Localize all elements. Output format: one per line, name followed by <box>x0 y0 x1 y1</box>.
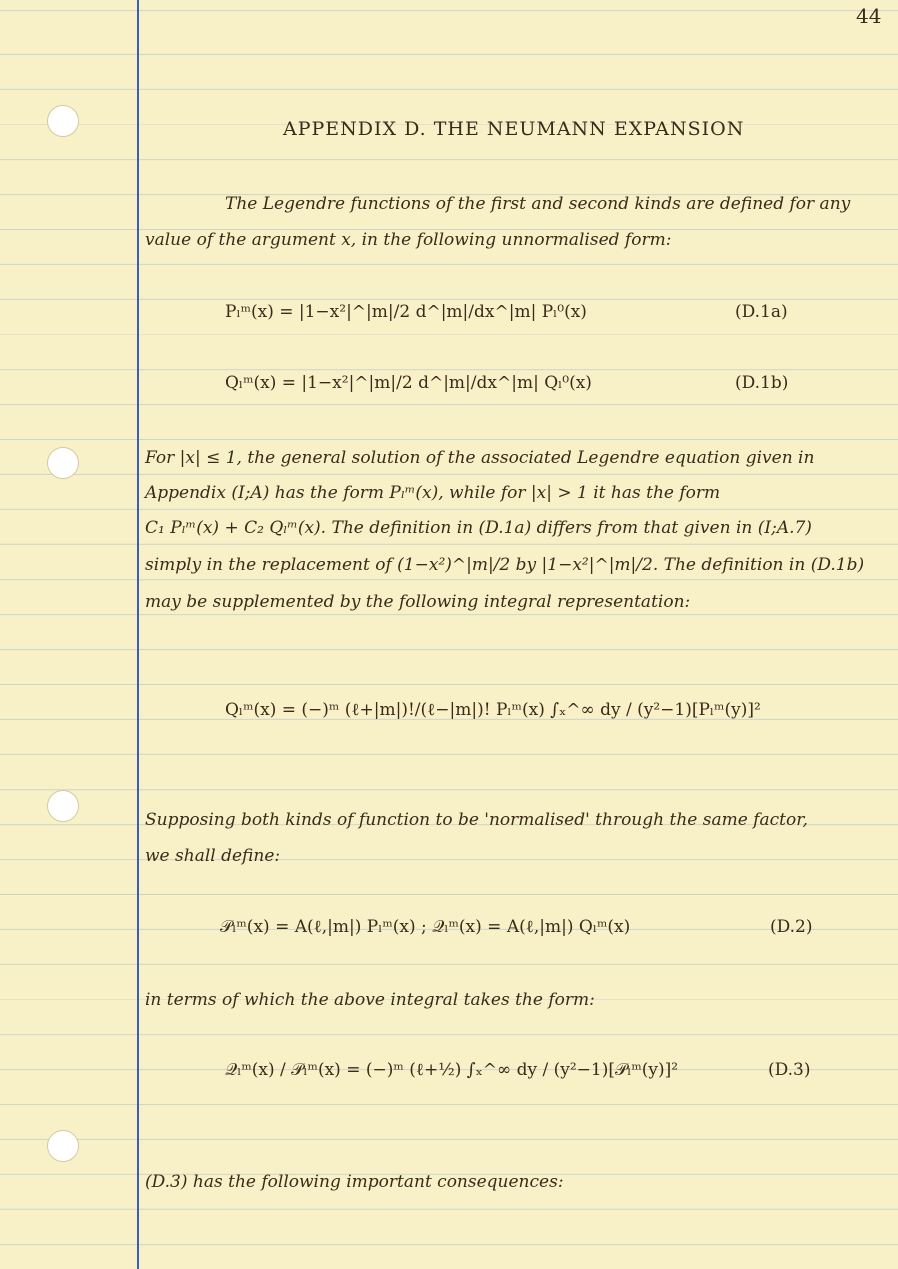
equation-label-d1b: (D.1b) <box>735 373 789 393</box>
para2-line5: may be supplemented by the following integral representation: <box>145 592 691 612</box>
para2-line3: C₁ Pₗᵐ(x) + C₂ Qₗᵐ(x). The definition in (D.1a) differs from that given in (I;A.7) <box>145 518 812 538</box>
page-number: 44 <box>856 4 882 28</box>
equation-label-d3: (D.3) <box>768 1060 811 1080</box>
equation-label-d1a: (D.1a) <box>735 302 788 322</box>
equation-label-d2: (D.2) <box>770 917 813 937</box>
equation-d1b: Qₗᵐ(x) = |1−x²|^|m|/2 d^|m|/dx^|m| Qₗ⁰(x) <box>225 373 592 393</box>
equation-d3: 𝒬ₗᵐ(x) / 𝒫ₗᵐ(x) = (−)ᵐ (ℓ+½) ∫ₓ^∞ dy / (y²−1)[𝒫ₗᵐ(y)]² <box>225 1060 679 1080</box>
page-title: APPENDIX D. THE NEUMANN EXPANSION <box>283 118 745 140</box>
punch-hole <box>47 790 79 822</box>
para3-line2: we shall define: <box>145 846 281 866</box>
equation-d2: 𝒫ₗᵐ(x) = A(ℓ,|m|) Pₗᵐ(x) ; 𝒬ₗᵐ(x) = A(ℓ,|m|) Qₗᵐ(x) <box>220 917 631 937</box>
equation-d1a: Pₗᵐ(x) = |1−x²|^|m|/2 d^|m|/dx^|m| Pₗ⁰(x) <box>225 302 587 322</box>
margin-line <box>137 0 139 1269</box>
punch-hole <box>47 447 79 479</box>
para4: in terms of which the above integral takes the form: <box>145 990 595 1010</box>
para1-line1: The Legendre functions of the first and second kinds are defined for any <box>225 194 851 214</box>
equation-integral: Qₗᵐ(x) = (−)ᵐ (ℓ+|m|)!/(ℓ−|m|)! Pₗᵐ(x) ∫ₓ^∞ dy / (y²−1)[Pₗᵐ(y)]² <box>225 700 761 720</box>
para2-line4: simply in the replacement of (1−x²)^|m|/2 by |1−x²|^|m|/2. The definition in (D.1b) <box>145 555 865 575</box>
punch-hole <box>47 1130 79 1162</box>
punch-hole <box>47 105 79 137</box>
para2-line2: Appendix (I;A) has the form Pₗᵐ(x), while for |x| > 1 it has the form <box>145 483 721 503</box>
para2-line1: For |x| ≤ 1, the general solution of the associated Legendre equation given in <box>145 448 815 468</box>
para3-line1: Supposing both kinds of function to be 'normalised' through the same factor, <box>145 810 808 830</box>
para5: (D.3) has the following important consequences: <box>145 1172 564 1192</box>
para1-line2: value of the argument x, in the following unnormalised form: <box>145 230 672 250</box>
